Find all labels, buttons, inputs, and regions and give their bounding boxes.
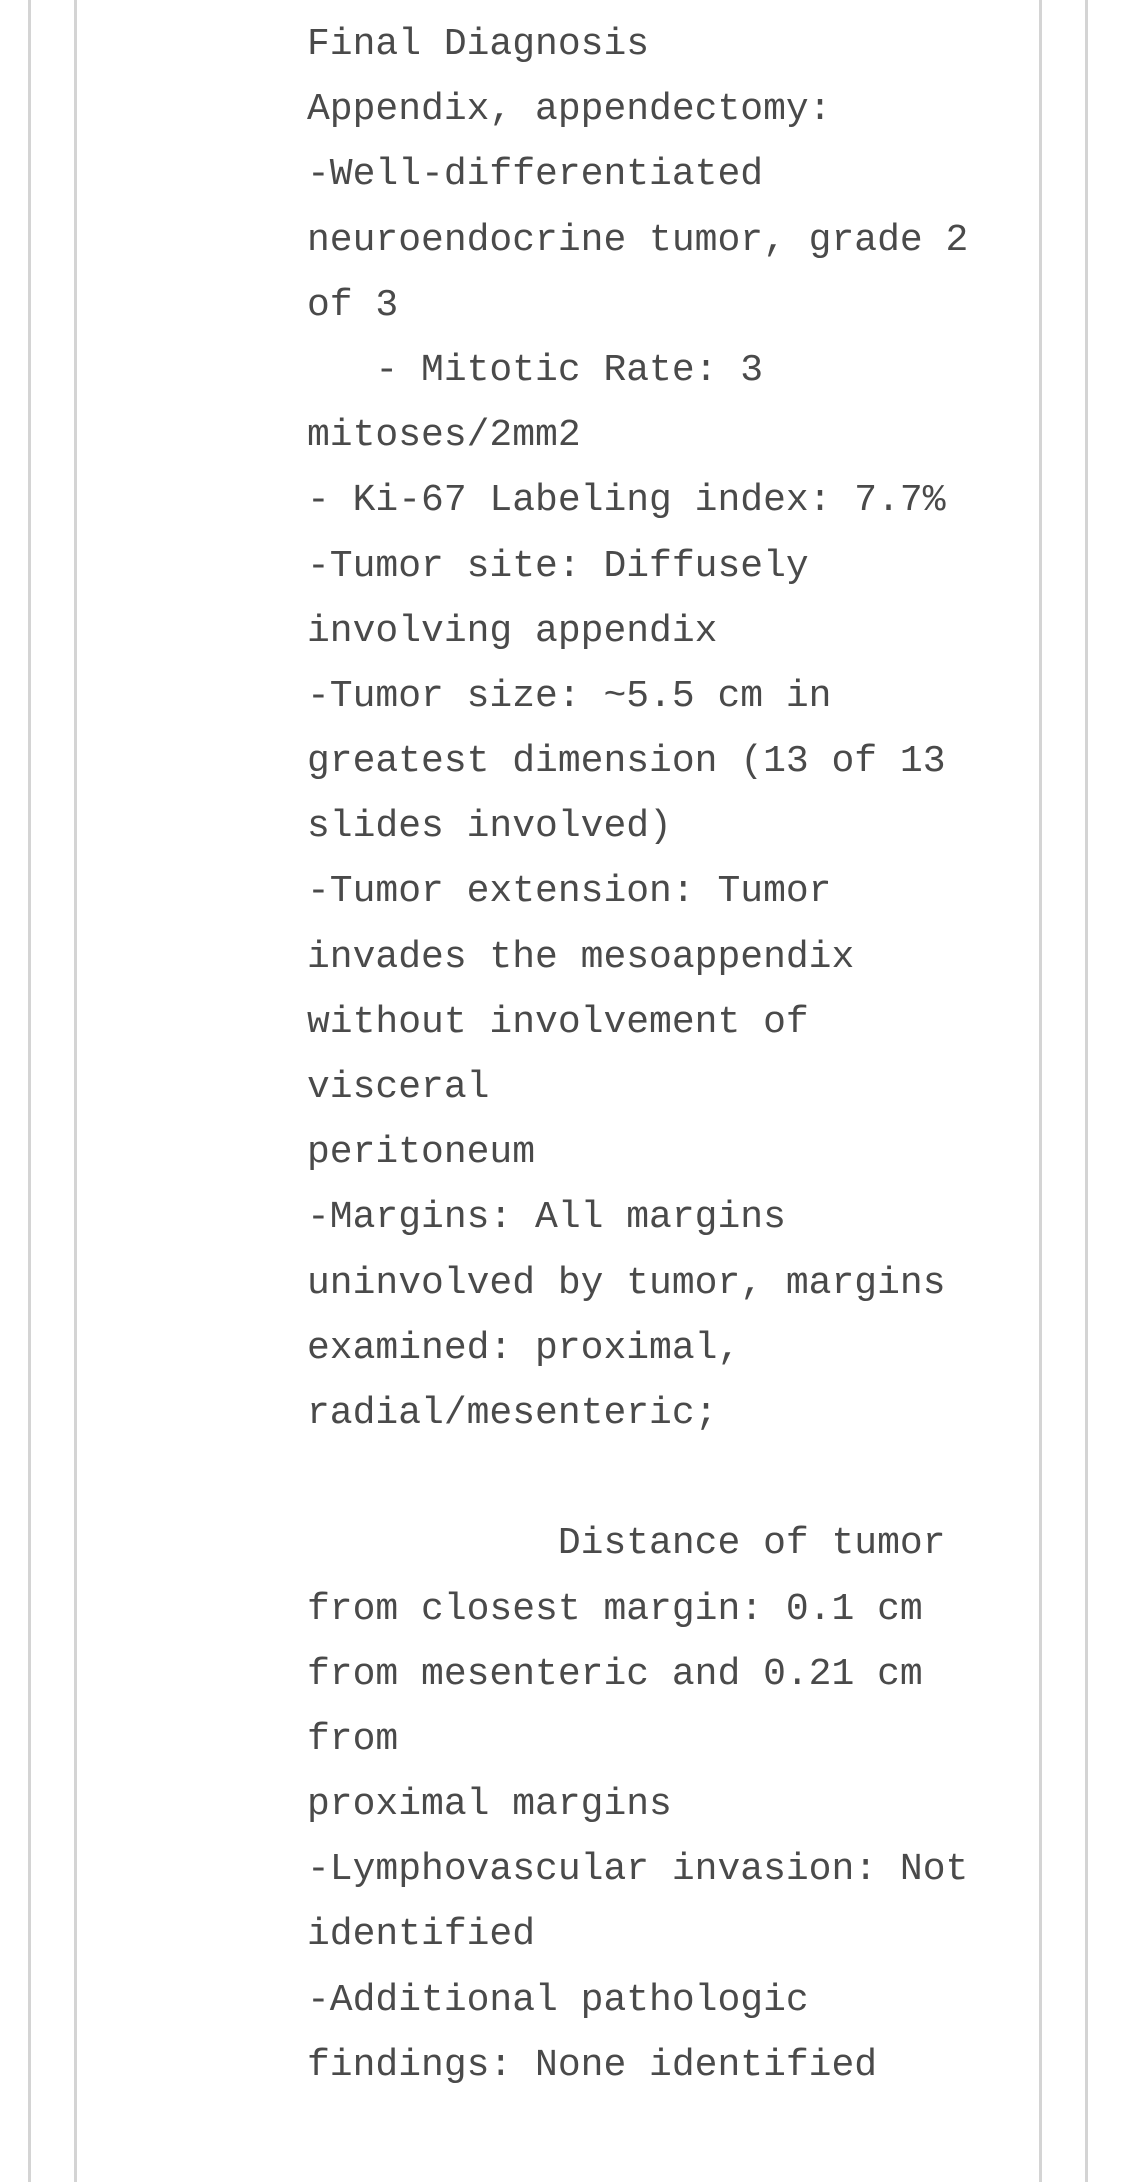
report-line: -Lymphovascular invasion: Not — [307, 1848, 969, 1892]
report-line: - Mitotic Rate: 3 — [307, 348, 764, 392]
report-line: examined: proximal, — [307, 1326, 741, 1370]
report-line: from — [307, 1717, 399, 1761]
report-line: Final Diagnosis — [307, 23, 650, 66]
report-line: involving appendix — [307, 609, 718, 653]
report-line: uninvolved by tumor, margins — [307, 1261, 946, 1305]
report-line: -Tumor size: ~5.5 cm in — [307, 674, 832, 718]
report-line: slides involved) — [307, 805, 672, 849]
report-line: Distance of tumor — [307, 1522, 946, 1566]
report-line: identified — [307, 1913, 536, 1957]
report-line: findings: None identified — [307, 2043, 878, 2087]
report-line: -Tumor site: Diffusely — [307, 544, 809, 588]
report-line: -Tumor extension: Tumor — [307, 870, 832, 914]
report-line: from mesenteric and 0.21 cm — [307, 1652, 923, 1696]
report-line: - Ki-67 Labeling index: 7.7% — [307, 479, 946, 523]
report-line: proximal margins — [307, 1783, 672, 1827]
report-line: -Margins: All margins — [307, 1196, 786, 1240]
report-line: Appendix, appendectomy: — [307, 88, 832, 132]
report-line: from closest margin: 0.1 cm — [307, 1587, 923, 1631]
report-line: without involvement of — [307, 1000, 809, 1044]
report-line: -Additional pathologic — [307, 1978, 809, 2022]
report-line: peritoneum — [307, 1131, 536, 1175]
report-line: -Well-differentiated — [307, 153, 764, 197]
report-line: radial/mesenteric; — [307, 1391, 718, 1435]
report-line: greatest dimension (13 of 13 — [307, 740, 946, 784]
report-line: visceral — [307, 1066, 490, 1109]
report-line: neuroendocrine tumor, grade 2 — [307, 218, 969, 262]
report-blank-line — [307, 1446, 1047, 1511]
report-line: invades the mesoappendix — [307, 935, 855, 979]
pathology-report-text — [307, 12, 1047, 2098]
report-line: mitoses/2mm2 — [307, 414, 581, 458]
report-line: of 3 — [307, 283, 399, 327]
